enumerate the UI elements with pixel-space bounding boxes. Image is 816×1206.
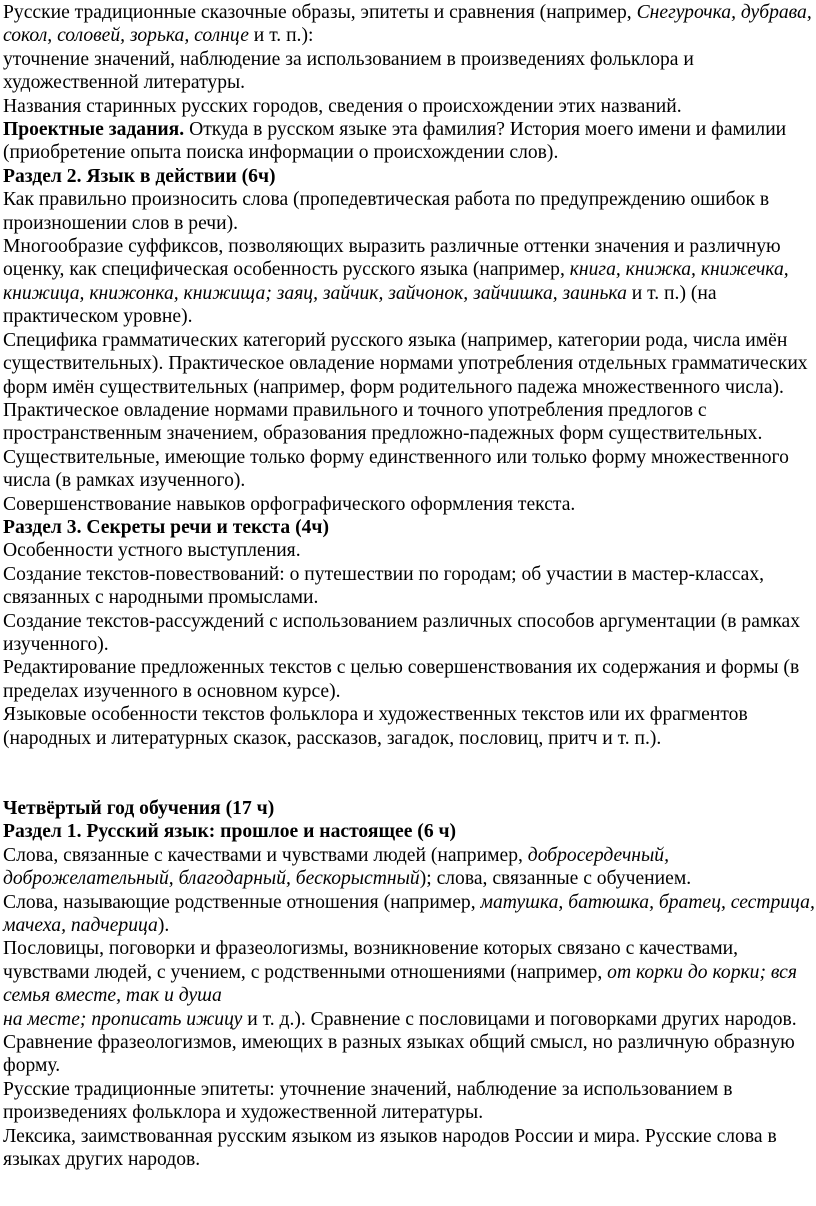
paragraph-suffixes: Многообразие суффиксов, позволяющих выразить различные оттенки значения и различную оценку, как специфическая особенность русского языка (например, книга, книжка, книжечка, книжица, книжонка, книжища; заяц, зайчик, зайчонок, зайчишка, заинька и т. п.) (на практическом уровне). xyxy=(3,236,789,328)
paragraph-folklore-features: Языковые особенности текстов фольклора и художественных текстов или их фрагментов (народных и литературных сказок, рассказов, загадок, пословиц, притч и т. п.). xyxy=(3,704,748,749)
italic-examples: матушка, батюшка, братец, сестрица, мачеха, падчерица xyxy=(3,891,815,937)
section-3-heading: Раздел 3. Секреты речи и текста (4ч) xyxy=(3,516,329,538)
paragraph-qualities: Слова, связанные с качествами и чувствами людей (например, добросердечный, доброжелательный, благодарный, бескорыстный); слова, связанные с обучением. xyxy=(3,844,692,890)
paragraph-pronunciation: Как правильно произносить слова (пропедевтическая работа по предупреждению ошибок в произношении слов в речи). xyxy=(3,189,770,234)
paragraph-grammar-categories: Специфика грамматических категорий русского языка (например, категории рода, числа имён существительных). Практическое овладение нормами употребления отдельных грамматических форм имён существительных (например, форм родительного падежа множественного числа). Практическое овладение нормами правильного и точного употребления предлогов с пространственным значением, образования предложно-падежных форм существительных. Существительные, имеющие только форму единственного или только форму множественного числа (в рамках изученного). xyxy=(3,329,808,492)
section-2-heading: Раздел 2. Язык в действии (6ч) xyxy=(3,165,276,187)
paragraph-proverbs: Пословицы, поговорки и фразеологизмы, возникновение которых связано с качествами, чувствами людей, с учением, с родственными отношениями (например, от корки до корки; вся семья вместе, так и душа на месте; прописать ижицу и т. д.). Сравнение с пословицами и поговорками других народов. Сравнение фразеологизмов, имеющих в разных языках общий смысл, но различную образную форму. xyxy=(3,938,797,1077)
italic-examples: от корки до корки; вся семья вместе, так и душа xyxy=(3,961,797,1007)
italic-examples: книга, книжка, книжечка, книжица, книжонка, книжища; заяц, зайчик, зайчонок, зайчишка, заинька xyxy=(3,259,789,304)
paragraph-epithets: Русские традиционные эпитеты: уточнение значений, наблюдение за использованием в произведениях фольклора и художественной литературы. xyxy=(3,1078,733,1124)
paragraph-reasoning: Создание текстов-рассуждений с использованием различных способов аргументации (в рамках изученного). xyxy=(3,610,801,655)
year-4-heading: Четвёртый год обучения (17 ч) xyxy=(3,798,275,819)
italic-examples-continued: на месте; прописать ижицу xyxy=(3,1008,243,1030)
paragraph-meanings: уточнение значений, наблюдение за использованием в произведениях фольклора и художественной литературы. xyxy=(3,48,694,94)
paragraph-kinship: Слова, называющие родственные отношения (например, матушка, батюшка, братец, сестрица, мачеха, падчерица). xyxy=(3,891,815,937)
section-spacer xyxy=(3,750,816,797)
italic-examples: Снегурочка, дубрава, сокол, соловей, зорька, солнце xyxy=(3,2,812,47)
paragraph-oral-speech: Особенности устного выступления. xyxy=(3,540,301,562)
italic-examples: добросердечный, доброжелательный, благодарный, бескорыстный xyxy=(3,844,669,890)
year-4-section-1-heading: Раздел 1. Русский язык: прошлое и настоящее (6 ч) xyxy=(3,821,457,843)
paragraph-narratives: Создание текстов-повествований: о путешествии по городам; об участии в мастер-классах, связанных с народными промыслами. xyxy=(3,563,765,609)
paragraph-city-names: Названия старинных русских городов, сведения о происхождении этих названий. xyxy=(3,95,682,117)
paragraph-editing: Редактирование предложенных текстов с целью совершенствования их содержания и формы (в пределах изученного в основном курсе). xyxy=(3,657,800,702)
project-tasks-label: Проектные задания. xyxy=(3,119,185,141)
paragraph-project-tasks: Проектные задания. Откуда в русском языке эта фамилия? История моего имени и фамилии (приобретение опыта поиска информации о происхождении слов). xyxy=(3,119,787,164)
paragraph-orthography: Совершенствование навыков орфографического оформления текста. xyxy=(3,493,576,515)
paragraph-fairy-images: Русские традиционные сказочные образы, эпитеты и сравнения (например, Снегурочка, дубрава, сокол, соловей, зорька, солнце и т. п.): xyxy=(3,2,812,47)
paragraph-borrowed-words: Лексика, заимствованная русским языком из языков народов России и мира. Русские слова в языках других народов. xyxy=(3,1125,777,1171)
